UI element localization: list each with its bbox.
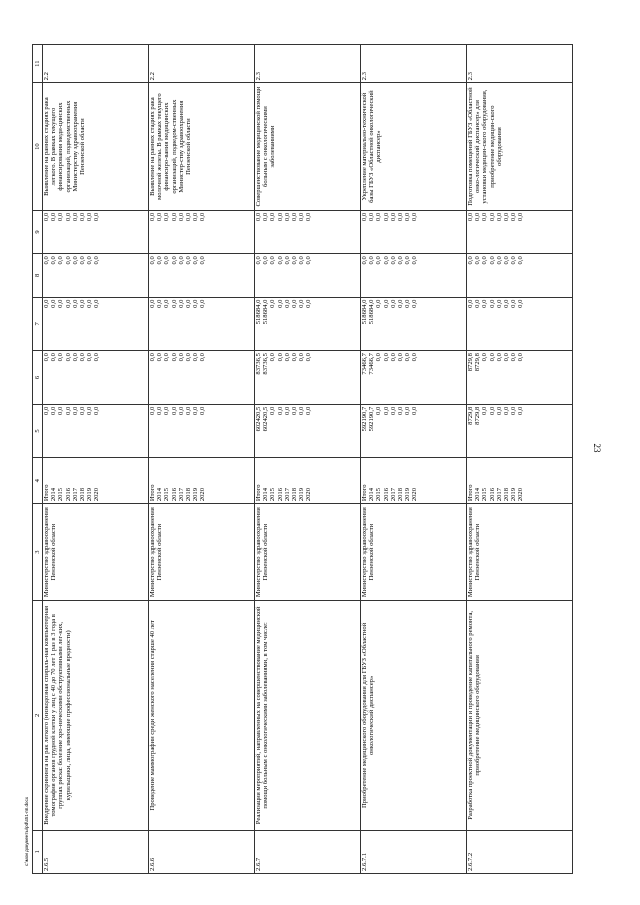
values-local: 0,0 0,0 0,0 0,0 0,0 0,0 0,0 0,0 [361, 254, 467, 297]
values-regional: 83736,5 83736,5 0,0 0,0 0,0 0,0 0,0 0,0 [255, 351, 361, 405]
values-other: 0,0 0,0 0,0 0,0 0,0 0,0 0,0 0,0 [467, 210, 573, 253]
item-code: 2.6.7.2 [467, 830, 573, 873]
values-federal: 518684,0 518684,0 0,0 0,0 0,0 0,0 0,0 0,0 [361, 297, 467, 351]
col-number: 2 [33, 601, 43, 831]
col-number: 10 [33, 83, 43, 211]
program-table [32, 44, 573, 874]
col-number: 5 [33, 404, 43, 458]
years-list: Итого 2014 2015 2016 2017 2018 2019 2020 [149, 458, 255, 504]
executor: Министерство здравоохранения Пензенской области [43, 504, 149, 601]
col-number: 11 [33, 45, 43, 83]
target-indicator: 2.3 [467, 45, 573, 83]
col-number: 7 [33, 297, 43, 351]
values-total: 0,0 0,0 0,0 0,0 0,0 0,0 0,0 0,0 [43, 404, 149, 458]
col-number: 8 [33, 254, 43, 297]
years-list: Итого 2014 2015 2016 2017 2018 2019 2020 [361, 458, 467, 504]
activity-name: Приобретение медицинского оборудования для ГБУЗ «Областной онкологический диспансер» [361, 601, 467, 831]
table-row [149, 45, 255, 874]
values-federal: 518684,0 518684,0 0,0 0,0 0,0 0,0 0,0 0,0 [255, 297, 361, 351]
values-total: 8729,8 8729,8 0,0 0,0 0,0 0,0 0,0 0,0 [467, 404, 573, 458]
rotated-page [32, 44, 585, 874]
values-local: 0,0 0,0 0,0 0,0 0,0 0,0 0,0 0,0 [149, 254, 255, 297]
expected-result: Совершенствование медицинской помощи больным с онкологическими заболеваниями [255, 83, 361, 211]
item-code: 2.6.7.1 [361, 830, 467, 873]
activity-name: Разработка проектной документации и проведение капитального ремонта, приобретение медицинского оборудования [467, 601, 573, 831]
values-regional: 8729,8 8729,8 0,0 0,0 0,0 0,0 0,0 0,0 [467, 351, 573, 405]
activity-name: Внедрение скрининга на рак легкого (низкодозная спираль-ная компьютерная томография органов грудной клетки у лиц с 40 до 70 лет 1 раз в 3 года в группах риска: болезние хро-ническими обструктивными лег-ких, курильщики, лица, имеющие профессиональные вредности) [43, 601, 149, 831]
values-regional: 0,0 0,0 0,0 0,0 0,0 0,0 0,0 0,0 [43, 351, 149, 405]
item-code: 2.6.6 [149, 830, 255, 873]
col-number: 1 [33, 830, 43, 873]
values-federal: 0,0 0,0 0,0 0,0 0,0 0,0 0,0 0,0 [467, 297, 573, 351]
executor: Министерство здравоохранения Пензенской области [255, 504, 361, 601]
values-total: 592190,7 592190,7 0,0 0,0 0,0 0,0 0,0 0,0 [361, 404, 467, 458]
target-indicator: 2.2 [149, 45, 255, 83]
values-other: 0,0 0,0 0,0 0,0 0,0 0,0 0,0 0,0 [149, 210, 255, 253]
values-other: 0,0 0,0 0,0 0,0 0,0 0,0 0,0 0,0 [43, 210, 149, 253]
table-row [43, 45, 149, 874]
executor: Министерство здравоохранения Пензенской области [467, 504, 573, 601]
activity-name: Проведение маммографии среди женского населения старше 40 лет [149, 601, 255, 831]
table-row [255, 45, 361, 874]
values-other: 0,0 0,0 0,0 0,0 0,0 0,0 0,0 0,0 [361, 210, 467, 253]
column-number-row [33, 45, 43, 874]
target-indicator: 2.3 [255, 45, 361, 83]
values-total: 0,0 0,0 0,0 0,0 0,0 0,0 0,0 0,0 [149, 404, 255, 458]
expected-result: Выявление на ранних стадиях рака легкого. В рамках текущего финансирования меди-цинских организаций, подведомственных Министерству здравоохранения Пензенской области [43, 83, 149, 211]
years-list: Итого 2014 2015 2016 2017 2018 2019 2020 [43, 458, 149, 504]
values-total: 602420,5 602420,5 0,0 0,0 0,0 0,0 0,0 0,0 [255, 404, 361, 458]
col-number: 6 [33, 351, 43, 405]
target-indicator: 2.2 [43, 45, 149, 83]
page-number: 23 [592, 443, 602, 453]
table-row [467, 45, 573, 874]
activity-name: Реализация мероприятий, направленных на совершенствование медицинской помощи больным с онкологическими заболеваниями, в том числе: [255, 601, 361, 831]
table-row [361, 45, 467, 874]
item-code: 2.6.5 [43, 830, 149, 873]
expected-result: Укрепление материально-технической базы ГБУЗ «Областной онкологический диспансер» [361, 83, 467, 211]
values-other: 0,0 0,0 0,0 0,0 0,0 0,0 0,0 0,0 [255, 210, 361, 253]
values-federal: 0,0 0,0 0,0 0,0 0,0 0,0 0,0 0,0 [43, 297, 149, 351]
file-path-footer: c:\мои документы\pd\451-пп.docx [24, 797, 29, 866]
values-local: 0,0 0,0 0,0 0,0 0,0 0,0 0,0 0,0 [467, 254, 573, 297]
col-number: 3 [33, 504, 43, 601]
col-number: 9 [33, 210, 43, 253]
expected-result: Выявление на ранних стадиях рака молочной железы. В рамках текущего финансиро-вания медицинских организаций, подведом-ственных Министер-ству здравоохранения Пензенской области [149, 83, 255, 211]
values-local: 0,0 0,0 0,0 0,0 0,0 0,0 0,0 0,0 [43, 254, 149, 297]
years-list: Итого 2014 2015 2016 2017 2018 2019 2020 [467, 458, 573, 504]
executor: Министерство здравоохранения Пензенской области [361, 504, 467, 601]
target-indicator: 2.3 [361, 45, 467, 83]
values-federal: 0,0 0,0 0,0 0,0 0,0 0,0 0,0 0,0 [149, 297, 255, 351]
executor: Министерство здравоохранения Пензенской области [149, 504, 255, 601]
col-number: 4 [33, 458, 43, 504]
values-regional: 73466,7 73466,7 0,0 0,0 0,0 0,0 0,0 0,0 [361, 351, 467, 405]
item-code: 2.6.7 [255, 830, 361, 873]
years-list: Итого 2014 2015 2016 2017 2018 2019 2020 [255, 458, 361, 504]
expected-result: Подготовка помещений ГБУЗ «Областной онко-логический диспансер» для установки медицин-ского оборудования, приобретение медицин-ского оборудования [467, 83, 573, 211]
values-local: 0,0 0,0 0,0 0,0 0,0 0,0 0,0 0,0 [255, 254, 361, 297]
values-regional: 0,0 0,0 0,0 0,0 0,0 0,0 0,0 0,0 [149, 351, 255, 405]
